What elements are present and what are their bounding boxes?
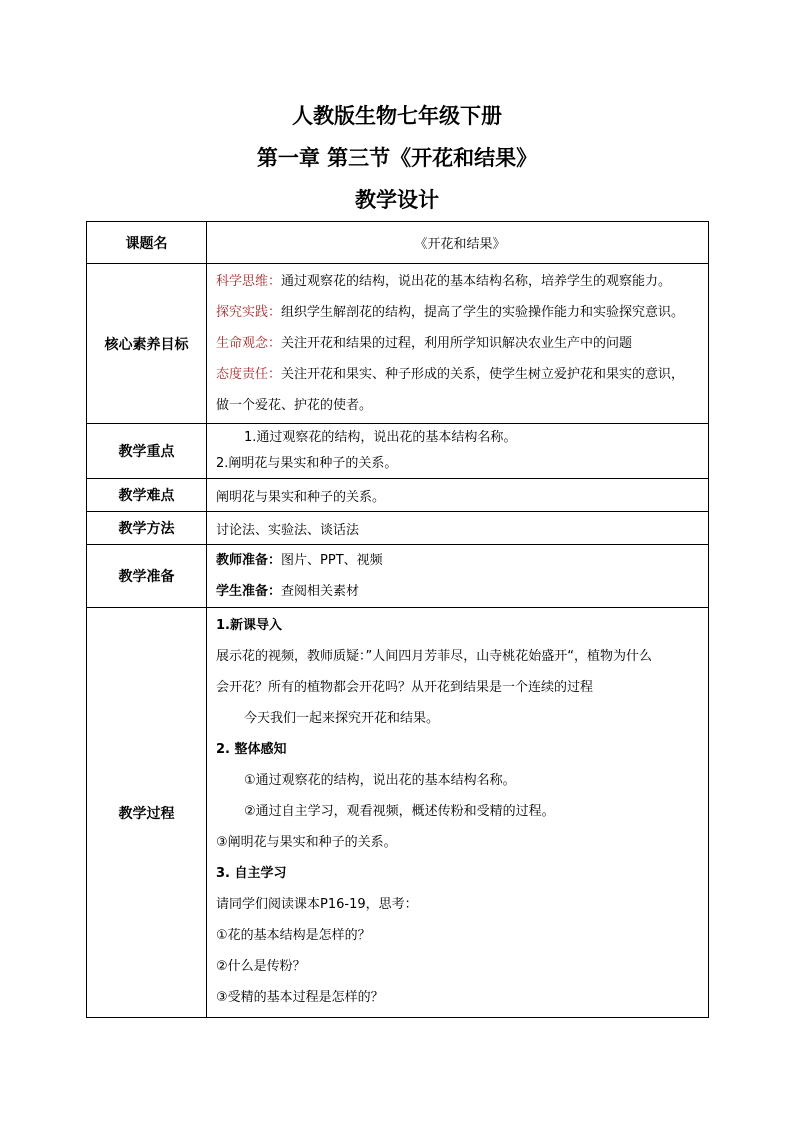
process-line: ①通过观察花的结构，说出花的基本结构名称。 (244, 773, 516, 788)
goal-continuation: 做一个爱花、护花的使者。 (216, 398, 373, 413)
row-goals (87, 264, 709, 424)
value-goals (207, 264, 709, 424)
goal-key: 态度责任： (216, 367, 282, 382)
goal-item (216, 328, 704, 359)
process-line: 展示花的视频，教师质疑：”人间四月芳菲尽，山寺桃花始盛开“，植物为什么 (216, 649, 652, 664)
process-line: 今天我们一起来探究开花和结果。 (244, 711, 440, 726)
row-process (87, 608, 709, 1018)
label-process: 教学过程 (87, 608, 207, 1018)
row-key-points (87, 424, 709, 479)
goal-item (216, 359, 704, 390)
teacher-prep-value: 图片、PPT、视频 (281, 553, 383, 568)
goal-text: 关注开花和结果的过程，利用所学知识解决农业生产中的问题 (281, 336, 633, 351)
value-preparation (207, 545, 709, 608)
label-goals: 核心素养目标 (87, 264, 207, 424)
label-key-points: 教学重点 (87, 424, 207, 479)
goal-key: 探究实践： (216, 305, 282, 320)
student-prep-value: 查阅相关素材 (281, 584, 360, 599)
process-line: ①花的基本结构是怎样的？ (216, 928, 371, 943)
label-preparation: 教学准备 (87, 545, 207, 608)
doc-title-line-1: 人教版生物七年级下册 (292, 104, 502, 128)
row-difficulty (87, 479, 709, 512)
doc-title-line-3: 教学设计 (355, 188, 439, 212)
lesson-plan-table (86, 221, 709, 1018)
process-line: ②什么是传粉？ (216, 959, 306, 974)
value-key-points (207, 424, 709, 479)
key-point-line: 2.阐明花与果实和种子的关系。 (216, 456, 398, 471)
student-prep-key: 学生准备： (216, 584, 282, 599)
goal-key: 生命观念： (216, 336, 282, 351)
process-heading: 1.新课导入 (216, 618, 282, 633)
process-line: ③阐明花与果实和种子的关系。 (216, 835, 397, 850)
process-line: ③受精的基本过程是怎样的？ (216, 990, 384, 1005)
teacher-prep-key: 教师准备： (216, 553, 282, 568)
row-topic (87, 222, 709, 264)
value-difficulty: 阐明花与果实和种子的关系。 (207, 479, 709, 512)
label-methods: 教学方法 (87, 512, 207, 545)
goal-text: 通过观察花的结构，说出花的基本结构名称，培养学生的观察能力。 (281, 274, 672, 289)
goal-item (216, 266, 704, 297)
row-methods (87, 512, 709, 545)
doc-title-line-2: 第一章 第三节《开花和结果》 (256, 146, 538, 170)
row-preparation (87, 545, 709, 608)
process-heading: 3. 自主学习 (216, 866, 287, 881)
label-topic: 课题名 (87, 222, 207, 264)
process-line: 会开花？所有的植物都会开花吗？从开花到结果是一个连续的过程 (216, 680, 594, 695)
process-line: 请同学们阅读课本P16-19，思考： (216, 897, 418, 912)
label-difficulty: 教学难点 (87, 479, 207, 512)
goal-text: 关注开花和果实、种子形成的关系，使学生树立爱护花和果实的意识， (281, 367, 685, 382)
value-methods: 讨论法、实验法、谈话法 (207, 512, 709, 545)
goal-key: 科学思维： (216, 274, 282, 289)
value-topic: 《开花和结果》 (207, 222, 709, 264)
value-process (207, 608, 709, 1018)
process-heading: 2. 整体感知 (216, 742, 287, 757)
goal-item (216, 297, 704, 328)
key-point-line: 1.通过观察花的结构，说出花的基本结构名称。 (244, 430, 517, 445)
goal-text: 组织学生解剖花的结构，提高了学生的实验操作能力和实验探究意识。 (281, 305, 685, 320)
process-line: ②通过自主学习，观看视频，概述传粉和受精的过程。 (244, 804, 555, 819)
